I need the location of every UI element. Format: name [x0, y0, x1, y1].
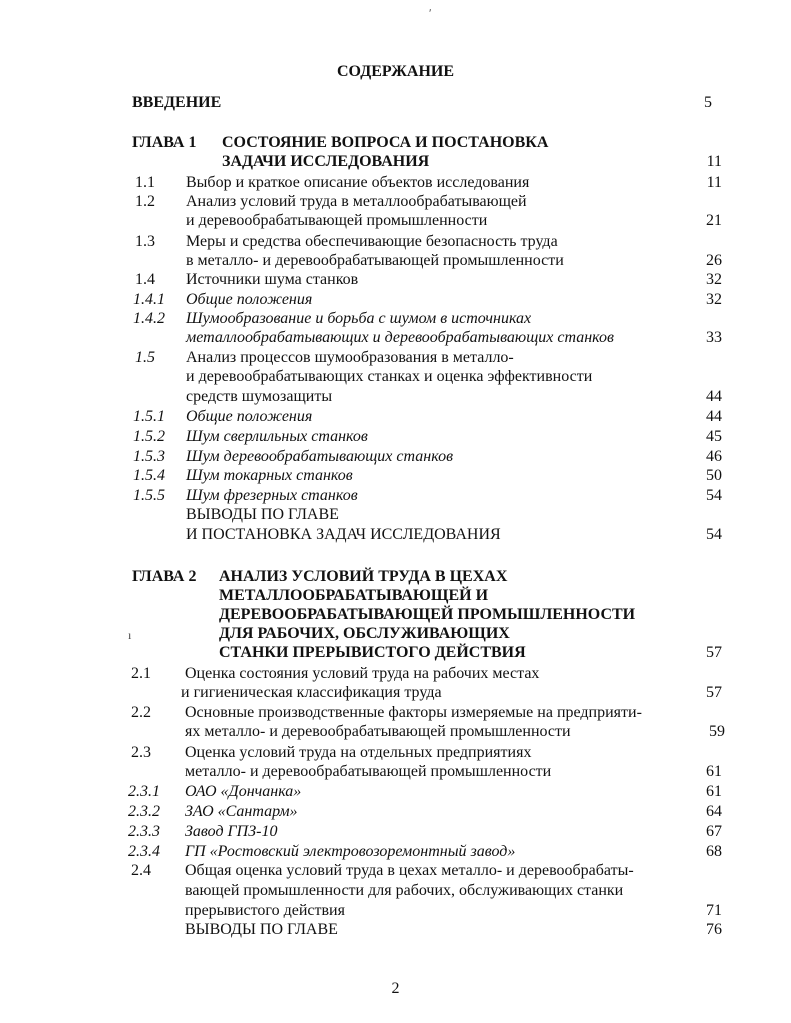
toc-item-text: ОАО «Дончанка»: [185, 783, 302, 800]
toc-item-page: 21: [706, 212, 722, 229]
toc-item-page: 32: [706, 291, 722, 308]
toc-item-number: 1.5.3: [133, 448, 165, 465]
toc-item-text: Шум токарных станков: [186, 467, 353, 484]
toc-ch1-page: 11: [706, 153, 722, 170]
toc-item-text: Общая оценка условий труда в цехах металло- и деревообрабаты-: [185, 862, 634, 879]
toc-item-text: Выбор и краткое описание объектов исследования: [186, 174, 530, 191]
toc-ch2-title-line: ДЛЯ РАБОЧИХ, ОБСЛУЖИВАЮЩИХ: [219, 625, 510, 642]
toc-ch1-conclusion-text: ВЫВОДЫ ПО ГЛАВЕ: [186, 506, 339, 523]
toc-item-page: 59: [709, 723, 725, 740]
toc-item-number: 1.4.2: [133, 310, 165, 327]
toc-item-page: 61: [706, 763, 722, 780]
scan-speck: ı: [128, 628, 132, 642]
toc-item-page: 50: [706, 467, 722, 484]
toc-item-text: средств шумозащиты: [186, 388, 333, 405]
toc-ch1-title-line: ЗАДАЧИ ИССЛЕДОВАНИЯ: [222, 153, 430, 170]
toc-ch1-conclusion-page: 54: [706, 526, 722, 543]
toc-item-text: металлообрабатывающих и деревообрабатывающих станков: [186, 329, 614, 346]
toc-ch1-title-line: СОСТОЯНИЕ ВОПРОСА И ПОСТАНОВКА: [222, 134, 549, 151]
toc-ch1-label: ГЛАВА 1: [132, 134, 197, 151]
toc-item-text: Шум фрезерных станков: [186, 487, 358, 504]
toc-item-number: 1.5: [135, 349, 155, 366]
toc-item-number: 2.3.3: [128, 823, 160, 840]
toc-item-page: 71: [706, 902, 722, 919]
toc-item-text: Завод ГПЗ-10: [185, 823, 278, 840]
toc-item-number: 2.3.2: [128, 803, 160, 820]
toc-item-text: прерывистого действия: [185, 902, 345, 919]
toc-ch2-title-line: ДЕРЕВООБРАБАТЫВАЮЩЕЙ ПРОМЫШЛЕННОСТИ: [219, 606, 636, 623]
toc-item-number: 1.5.2: [133, 428, 165, 445]
toc-item-number: 1.5.5: [133, 487, 165, 504]
scan-speck: ʹ: [429, 6, 432, 20]
toc-item-text: Источники шума станков: [186, 271, 359, 288]
toc-item-text: металло- и деревообрабатывающей промышленности: [185, 763, 552, 780]
toc-item-text: Основные производственные факторы измеряемые на предприяти-: [185, 704, 642, 721]
toc-item-text: и гигиеническая классификация труда: [181, 684, 442, 701]
toc-item-page: 45: [706, 428, 722, 445]
toc-item-text: Анализ условий труда в металлообрабатывающей: [186, 193, 527, 210]
toc-item-page: 67: [706, 823, 722, 840]
toc-item-number: 1.3: [135, 233, 155, 250]
toc-item-text: ЗАО «Сантарм»: [185, 803, 298, 820]
toc-item-number: 2.3.4: [128, 843, 160, 860]
toc-item-page: 26: [706, 252, 722, 269]
toc-item-text: Меры и средства обеспечивающие безопасность труда: [186, 233, 558, 250]
toc-item-text: Шум деревообрабатывающих станков: [186, 448, 454, 465]
toc-item-page: 61: [706, 783, 722, 800]
toc-item-page: 68: [706, 843, 722, 860]
toc-item-text: Общие положения: [186, 408, 313, 425]
toc-item-number: 2.3.1: [128, 783, 160, 800]
page-number: 2: [391, 980, 400, 997]
toc-item-number: 1.5.4: [133, 467, 165, 484]
toc-item-page: 54: [706, 487, 722, 504]
toc-ch2-title-line: СТАНКИ ПРЕРЫВИСТОГО ДЕЙСТВИЯ: [219, 644, 526, 661]
toc-ch2-conclusion-page: 76: [706, 921, 722, 938]
toc-item-text: Общие положения: [186, 291, 313, 308]
toc-intro-page: 5: [704, 94, 712, 111]
toc-item-text: Оценка состояния условий труда на рабочих местах: [185, 665, 540, 682]
toc-ch2-conclusion-text: ВЫВОДЫ ПО ГЛАВЕ: [185, 921, 338, 938]
toc-item-page: 11: [706, 174, 722, 191]
toc-item-number: 1.1: [135, 174, 155, 191]
page-title: СОДЕРЖАНИЕ: [336, 63, 455, 80]
toc-item-number: 2.1: [131, 665, 151, 682]
toc-item-text: в металло- и деревообрабатывающей промышленности: [186, 252, 564, 269]
toc-item-number: 2.3: [131, 744, 151, 761]
toc-item-page: 44: [706, 388, 722, 405]
toc-item-text: ГП «Ростовский электровозоремонтный завод»: [185, 843, 516, 860]
toc-item-number: 1.4: [135, 271, 155, 288]
toc-intro-label: ВВЕДЕНИЕ: [132, 94, 222, 111]
toc-item-number: 1.5.1: [133, 408, 165, 425]
toc-item-page: 57: [706, 684, 722, 701]
toc-item-page: 32: [706, 271, 722, 288]
toc-item-text: вающей промышленности для рабочих, обслуживающих станки: [185, 882, 624, 899]
toc-item-number: 1.2: [135, 193, 155, 210]
toc-item-text: Шумообразование и борьба с шумом в источниках: [186, 310, 532, 327]
toc-item-text: Анализ процессов шумообразования в металло-: [186, 349, 514, 366]
toc-item-number: 2.4: [131, 862, 151, 879]
toc-ch2-label: ГЛАВА 2: [132, 568, 197, 585]
toc-item-text: ях металло- и деревообрабатывающей промышленности: [185, 723, 571, 740]
toc-item-page: 44: [706, 408, 722, 425]
toc-item-page: 64: [706, 803, 722, 820]
toc-item-text: и деревообрабатывающей промышленности: [186, 212, 488, 229]
toc-item-number: 2.2: [131, 704, 151, 721]
toc-ch2-title-line: АНАЛИЗ УСЛОВИЙ ТРУДА В ЦЕХАХ: [219, 568, 508, 585]
toc-ch2-page: 57: [706, 644, 722, 661]
toc-item-page: 46: [706, 448, 722, 465]
toc-item-text: и деревообрабатывающих станках и оценка эффективности: [186, 368, 593, 385]
toc-ch1-conclusion-text: И ПОСТАНОВКА ЗАДАЧ ИССЛЕДОВАНИЯ: [186, 526, 501, 543]
toc-item-text: Оценка условий труда на отдельных предприятиях: [185, 744, 532, 761]
toc-item-text: Шум сверлильных станков: [186, 428, 368, 445]
toc-ch2-title-line: МЕТАЛЛООБРАБАТЫВАЮЩЕЙ И: [219, 587, 489, 604]
toc-item-page: 33: [706, 329, 722, 346]
toc-item-number: 1.4.1: [133, 291, 165, 308]
